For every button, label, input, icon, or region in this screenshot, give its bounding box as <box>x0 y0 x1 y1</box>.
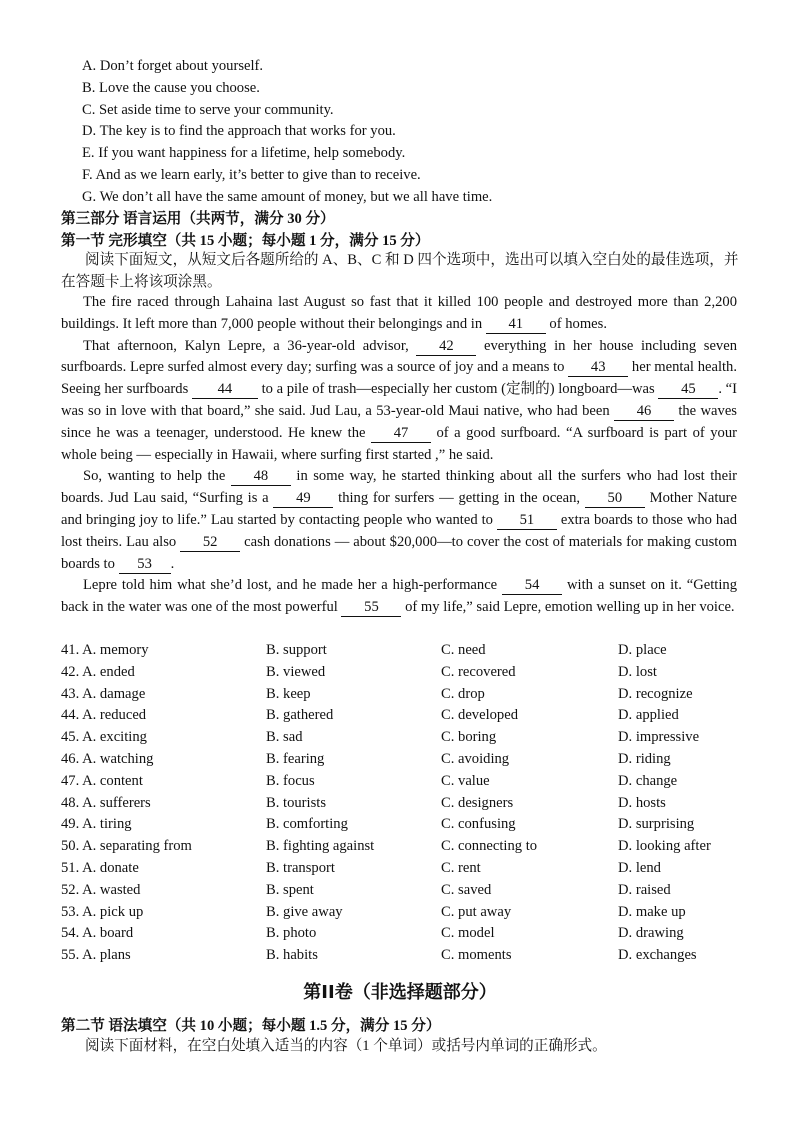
answer-row-51: 51. A. donate B. transport C. rent D. lend <box>61 859 661 876</box>
part2-title: 第II卷（非选择题部分） <box>303 982 497 1003</box>
blank-49: 49 <box>273 490 333 508</box>
section2-instruction: 阅读下面材料，在空白处填入适当的内容（1 个单词）或括号内单词的正确形式。 <box>85 1038 607 1054</box>
option-d: D. The key is to find the approach that works for you. <box>82 123 396 140</box>
answer-row-43: 43. A. damage B. keep C. drop D. recognize <box>61 685 693 702</box>
answer-row-44: 44. A. reduced B. gathered C. developed D. applied <box>61 707 679 724</box>
part3-title: 第三部分 语言运用（共两节，满分 30 分） <box>61 211 335 227</box>
blank-55: 55 <box>341 599 401 617</box>
blank-47: 47 <box>371 425 431 443</box>
answer-row-55: 55. A. plans B. habits C. moments D. exchanges <box>61 947 697 964</box>
blank-45: 45 <box>658 381 718 399</box>
blank-51: 51 <box>497 512 557 530</box>
option-f: F. And as we learn early, it’s better to give than to receive. <box>82 166 421 183</box>
answer-row-47: 47. A. content B. focus C. value D. change <box>61 772 678 789</box>
answer-row-48: 48. A. sufferers B. tourists C. designers D. hosts <box>61 794 666 811</box>
blank-53: 53 <box>119 556 171 574</box>
blank-44: 44 <box>192 381 258 399</box>
blank-50: 50 <box>585 490 645 508</box>
answer-row-53: 53. A. pick up B. give away C. put away D. make up <box>61 903 686 920</box>
section2-title: 第二节 语法填空（共 10 小题；每小题 1.5 分，满分 15 分） <box>61 1018 441 1034</box>
paragraph-3: So, wanting to help the 48 in some way, he started thinking about all the surfers who had lost their boards. Jud Lau said, “Surfing is a 49 thing for surfers — getting in the ocean, 50 Mother Nature and bringing joy to life.” Lau started by contacting people who wanted to 51 extra boards to those who had lost theirs. Lau also 52 cash donations — about $20,000—to cover the cost of materials for making custom boards to 53 . <box>61 468 738 572</box>
blank-41: 41 <box>486 316 546 334</box>
option-a: A. Don’t forget about yourself. <box>82 58 264 74</box>
paragraph-2: That afternoon, Kalyn Lepre, a 36-year-old advisor, 42 everything in her house including seven surfboards. Lepre surfed almost every day; surfing was a source of joy and a means to 43 her mental health. Seeing her surfboards 44 to a pile of trash—especially her custom (定制的) longboard—was 45 . “I was so in love with that board,” she said. Jud Lau, a 53-year-old Maui native, who had been 46 the waves since he was a teenager, understood. He knew the 47 of a good surfboard. “A surfboard is part of your whole being — especially in Hawaii, where surfing first started ,” he said. <box>61 337 738 463</box>
answer-row-49: 49. A. tiring B. comforting C. confusing D. surprising <box>61 816 695 833</box>
paragraph-4: Lepre told him what she’d lost, and he made her a high-performance 54 with a sunset on it. “Getting back in the water was one of the most powerful 55 of my life,” said Lepre, emotion welling up in her voice. <box>61 577 737 616</box>
section1-instruction: 阅读下面短文，从短文后各题所给的 A、B、C 和 D 四个选项中，选出可以填入空白处的最佳选项，并在答题卡上将该项涂黑。 <box>61 252 739 290</box>
blank-54: 54 <box>502 577 562 595</box>
option-g: G. We don’t all have the same amount of money, but we all have time. <box>82 188 493 205</box>
answer-row-54: 54. A. board B. photo C. model D. drawing <box>61 925 684 942</box>
option-e: E. If you want happiness for a lifetime, help somebody. <box>82 145 406 162</box>
blank-52: 52 <box>180 534 240 552</box>
paragraph-1: The fire raced through Lahaina last August so fast that it killed 100 people and destroyed more than 2,200 buildings. It left more than 7,000 people without their belongings and in 41 of homes. <box>61 294 737 332</box>
blank-42: 42 <box>416 338 476 356</box>
blank-48: 48 <box>231 468 291 486</box>
answer-row-46: 46. A. watching B. fearing C. avoiding D. riding <box>61 750 671 767</box>
option-c: C. Set aside time to serve your community. <box>82 101 334 118</box>
cloze-passage <box>61 292 737 619</box>
option-b: B. Love the cause you choose. <box>82 79 260 96</box>
answer-choices <box>61 640 761 967</box>
answer-row-50: 50. A. separating from B. fighting against C. connecting to D. looking after <box>61 838 711 855</box>
answer-row-41: 41. A. memory B. support C. need D. place <box>61 642 667 658</box>
blank-43: 43 <box>568 359 628 377</box>
answer-row-52: 52. A. wasted B. spent C. saved D. raised <box>61 881 671 898</box>
blank-46: 46 <box>614 403 674 421</box>
options-list <box>82 56 492 209</box>
answer-row-45: 45. A. exciting B. sad C. boring D. impressive <box>61 729 700 746</box>
section1-title: 第一节 完形填空（共 15 小题；每小题 1 分，满分 15 分） <box>61 233 430 249</box>
answer-row-42: 42. A. ended B. viewed C. recovered D. lost <box>61 663 657 680</box>
